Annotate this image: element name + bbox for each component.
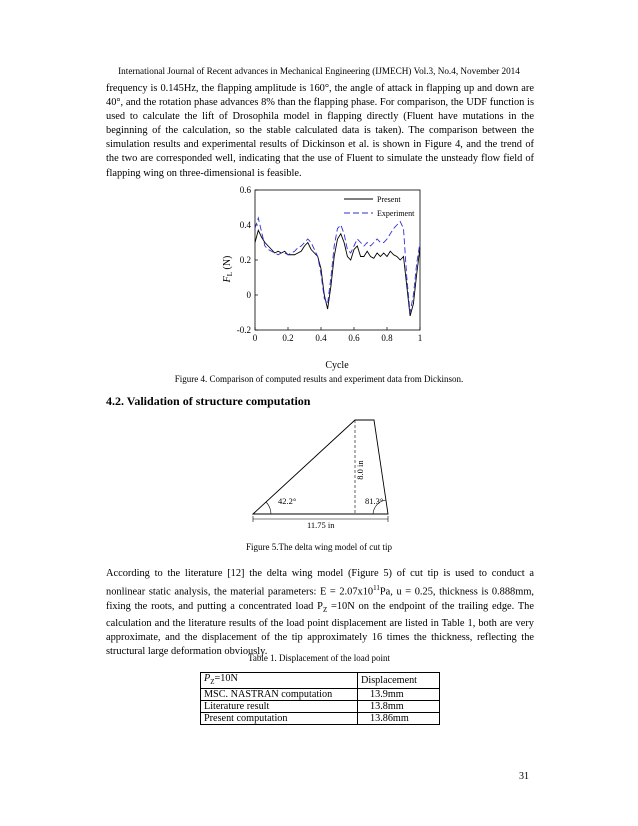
para2-subscript: Z bbox=[322, 605, 328, 614]
journal-header: International Journal of Recent advances in Mechanical Engineering (IJMECH) Vol.3, No.4, November 2014 bbox=[118, 66, 520, 76]
series-line-experiment bbox=[255, 218, 420, 313]
paragraph-flapping: frequency is 0.145Hz, the flapping amplitude is 160°, the angle of attack in flapping up and down are 40°, and the rotation phase advances 8% than the flapping phase. For comparison, the UDF function is used to calculate the lift of Drosophila model in flapping directly (Fluent have mutations in the beginning of the calculation, so the stable calculated data is taken). The comparison between the simulation results and experimental results of Dickinson et al. is shown in Figure 4, and the trend of the two are corresponded well, indicating that the use of Fluent to simulate the unsteady flow field of flapping wing on three-dimensional is feasible. bbox=[106, 83, 534, 179]
displacement-table bbox=[200, 672, 440, 725]
table-header-load-p: P bbox=[204, 673, 211, 684]
figure-5-caption: Figure 5.The delta wing model of cut tip bbox=[246, 542, 392, 552]
x-tick-label: 0.8 bbox=[381, 333, 393, 343]
table-cell-value: 13.86mm bbox=[358, 713, 440, 725]
height-label: 8.0 in bbox=[355, 460, 365, 480]
page-number: 31 bbox=[519, 771, 529, 782]
left-angle-arc bbox=[266, 502, 271, 514]
table-cell-name: Literature result bbox=[201, 701, 358, 713]
y-axis-label-main: F bbox=[222, 276, 233, 283]
chart-legend bbox=[344, 195, 415, 218]
x-tick-label: 0.4 bbox=[315, 333, 327, 343]
table-row bbox=[201, 689, 440, 701]
legend-present-label: Present bbox=[377, 195, 401, 204]
chart-lines bbox=[255, 218, 420, 316]
y-tick-label: 0.2 bbox=[239, 255, 251, 265]
angle-right-label: 81.3° bbox=[365, 496, 384, 506]
y-tick-label: 0.4 bbox=[239, 220, 251, 230]
table-header-row bbox=[201, 673, 440, 689]
series-line-present bbox=[255, 230, 420, 316]
x-axis-label: Cycle bbox=[325, 360, 349, 371]
y-tick-label: -0.2 bbox=[236, 325, 251, 335]
paragraph-delta-wing bbox=[106, 567, 534, 659]
para2-exponent: 11 bbox=[373, 584, 380, 593]
para2-text-a: According to the literature [12] the delta wing model (Figure 5) of cut tip is used to conduct a nonlinear static analysis, the material parameters: E = 2.07x10 bbox=[106, 568, 534, 598]
table-header-load-value: =10N bbox=[214, 673, 238, 684]
x-tick-label: 0.2 bbox=[282, 333, 294, 343]
delta-wing-diagram bbox=[245, 414, 405, 534]
table-cell-value: 13.8mm bbox=[358, 701, 440, 713]
para2-text-c: =10N on the endpoint of the trailing edge. The calculation and the literature results of the load point displacement are listed in Table 1, both are very approximate, and the displacement of the tip approximately 16 times the thickness, reflecting the structural large deformation obviously. bbox=[106, 600, 534, 658]
x-tick-label: 1 bbox=[417, 333, 423, 343]
x-tick-label: 0.6 bbox=[348, 333, 360, 343]
table-1-caption: Table 1. Displacement of the load point bbox=[247, 653, 391, 663]
section-heading: 4.2. Validation of structure computation bbox=[106, 394, 311, 408]
y-tick-label: 0.6 bbox=[239, 185, 251, 195]
y-axis-label-unit: (N) bbox=[222, 255, 233, 272]
y-axis-label-sub: L bbox=[226, 272, 234, 277]
y-axis-label bbox=[222, 256, 234, 284]
angle-left-label: 42.2° bbox=[278, 496, 297, 506]
table-header-load-sub: Z bbox=[210, 678, 215, 687]
table-header-load bbox=[201, 673, 358, 689]
table-cell-name: MSC. NASTRAN computation bbox=[201, 689, 358, 701]
para2-text-b: Pa, u = 0.25, thickness is 0.888mm, fixing the roots, and putting a concentrated load P bbox=[106, 586, 534, 612]
y-tick-label: 0 bbox=[246, 290, 251, 300]
legend-experiment-label: Experiment bbox=[377, 209, 415, 218]
table-cell-name: Present computation bbox=[201, 713, 358, 725]
table-cell-value: 13.9mm bbox=[358, 689, 440, 701]
base-label: 11.75 in bbox=[307, 520, 335, 530]
table-row bbox=[201, 713, 440, 725]
table-row bbox=[201, 701, 440, 713]
table-header-displacement: Displacement bbox=[358, 673, 440, 689]
lift-comparison-chart bbox=[220, 182, 423, 372]
x-tick-label: 0 bbox=[252, 333, 258, 343]
figure-4-caption: Figure 4. Comparison of computed results and experiment data from Dickinson. bbox=[174, 374, 464, 384]
